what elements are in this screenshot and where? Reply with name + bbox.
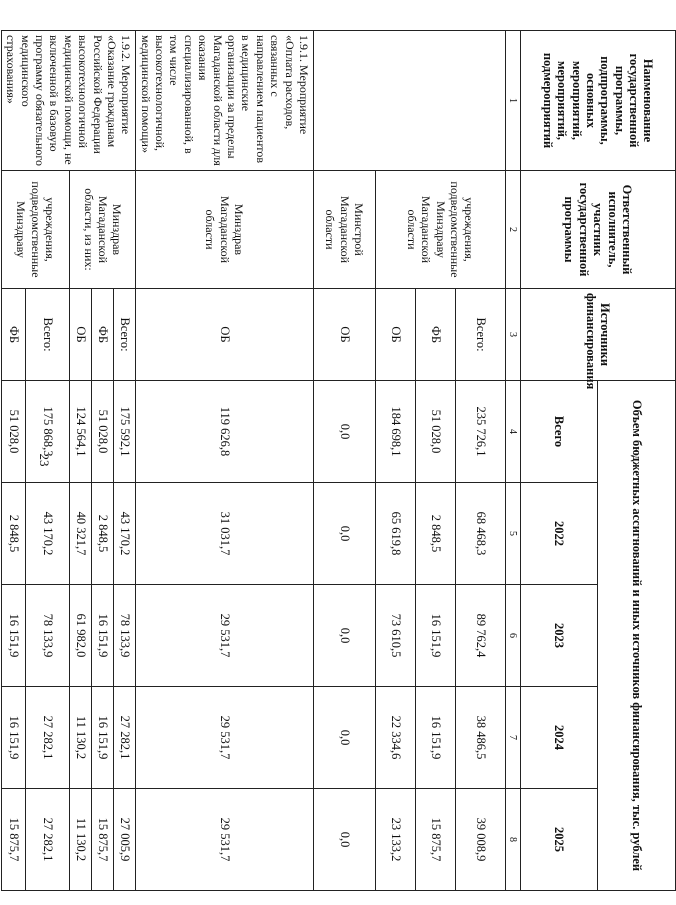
value-cell: 29 531,7 (136, 687, 314, 789)
executor-cell: Минздрав Магаданской области, из них: (70, 171, 136, 289)
program-name-cell (314, 31, 506, 171)
value-cell: 2 848,5 (416, 483, 456, 585)
header-row (598, 31, 676, 891)
value-cell: 68 468,3 (456, 483, 506, 585)
value-cell: 0,0 (314, 789, 376, 891)
value-cell: 15 875,7 (416, 789, 456, 891)
value-cell: 16 151,9 (1, 585, 25, 687)
value-cell: 51 028,0 (92, 381, 114, 483)
table-row (114, 31, 136, 891)
value-cell: 29 531,7 (136, 585, 314, 687)
executor-cell: учреждения, подведомственные Минздраву (1, 171, 70, 289)
header-year-2025: 2025 (521, 789, 599, 891)
value-cell: 16 151,9 (92, 585, 114, 687)
value-cell: 43 170,2 (25, 483, 69, 585)
value-cell: 22 334,6 (376, 687, 416, 789)
value-cell: 0,0 (314, 483, 376, 585)
value-cell: 73 610,5 (376, 585, 416, 687)
page-number: 23 (37, 453, 52, 467)
col-num: 4 (506, 381, 521, 483)
value-cell: 15 875,7 (1, 789, 25, 891)
value-cell: 11 130,2 (70, 687, 92, 789)
value-cell: 51 028,0 (416, 381, 456, 483)
value-cell: 119 626,8 (136, 381, 314, 483)
col-num: 5 (506, 483, 521, 585)
value-cell: 78 133,9 (114, 585, 136, 687)
value-cell: 11 130,2 (70, 789, 92, 891)
column-number-row (506, 31, 521, 891)
value-cell: 0,0 (314, 687, 376, 789)
value-cell: 16 151,9 (416, 585, 456, 687)
value-cell: 27 282,1 (25, 687, 69, 789)
value-cell: 65 619,8 (376, 483, 416, 585)
source-cell: Всего: (25, 289, 69, 381)
header-volume: Объем бюджетных ассигнований и иных источников финансирования, тыс. рублей (598, 381, 676, 891)
value-cell: 27 005,9 (114, 789, 136, 891)
value-cell: 16 151,9 (416, 687, 456, 789)
value-cell: 175 592,1 (114, 381, 136, 483)
executor-cell: Минстрой Магаданской области (314, 171, 376, 289)
rotated-table-container (4, 30, 672, 872)
executor-cell: учреждения, подведомственные Минздраву Магаданской области (376, 171, 506, 289)
value-cell: 184 698,1 (376, 381, 416, 483)
value-cell: 40 321,7 (70, 483, 92, 585)
value-cell: 31 031,7 (136, 483, 314, 585)
source-cell: Всего: (114, 289, 136, 381)
source-cell: ОБ (136, 289, 314, 381)
header-name: Наименование государственной программы, подпрограммы, основных мероприятий, мероприятий, подмероприятий (521, 31, 676, 171)
header-year-2023: 2023 (521, 585, 599, 687)
col-num: 8 (506, 789, 521, 891)
header-source: Источники финансирования (521, 289, 676, 381)
source-cell: ФБ (92, 289, 114, 381)
value-cell: 38 486,5 (456, 687, 506, 789)
value-cell: 0,0 (314, 381, 376, 483)
value-cell: 124 564,1 (70, 381, 92, 483)
value-cell: 29 531,7 (136, 789, 314, 891)
measure-name-cell: 1.9.1. Мероприятие «Оплата расходов, связанных с направлением пациентов в медицинские организации за пределы Магаданской области для оказания специализированной, в том числе высокотехнологичной, медицинской помощи» (136, 31, 314, 171)
header-year-2022: 2022 (521, 483, 599, 585)
executor-cell: Минздрав Магаданской области (136, 171, 314, 289)
col-num: 1 (506, 31, 521, 171)
value-cell: 89 762,4 (456, 585, 506, 687)
measure-name-cell: 1.9.2. Мероприятие «Оказание гражданам Российской Федерации высокотехнологичной медицинской помощи, не включенной в базовую программу обязательного медицинского страхования» (1, 31, 136, 171)
header-total: Всего (521, 381, 599, 483)
source-cell: ФБ (1, 289, 25, 381)
col-num: 3 (506, 289, 521, 381)
value-cell: 16 151,9 (92, 687, 114, 789)
financing-table (1, 30, 676, 891)
value-cell: 2 848,5 (1, 483, 25, 585)
value-cell: 27 282,1 (25, 789, 69, 891)
value-cell: 78 133,9 (25, 585, 69, 687)
source-cell: Всего: (456, 289, 506, 381)
value-cell: 2 848,5 (92, 483, 114, 585)
col-num: 2 (506, 171, 521, 289)
col-num: 7 (506, 687, 521, 789)
source-cell: ФБ (416, 289, 456, 381)
source-cell: ОБ (376, 289, 416, 381)
value-cell: 27 282,1 (114, 687, 136, 789)
header-executor: Ответственный исполнитель, участник государственной программы (521, 171, 676, 289)
table-row (136, 31, 314, 891)
value-cell: 51 028,0 (1, 381, 25, 483)
source-cell: ОБ (70, 289, 92, 381)
value-cell: 235 726,1 (456, 381, 506, 483)
value-cell: 16 151,9 (1, 687, 25, 789)
value-cell: 15 875,7 (92, 789, 114, 891)
source-cell: ОБ (314, 289, 376, 381)
col-num: 6 (506, 585, 521, 687)
value-cell: 175 868,3 (25, 381, 69, 483)
financing-table-sheet (4, 30, 676, 890)
value-cell: 39 008,9 (456, 789, 506, 891)
value-cell: 0,0 (314, 585, 376, 687)
header-year-2024: 2024 (521, 687, 599, 789)
value-cell: 61 982,0 (70, 585, 92, 687)
table-row (456, 31, 506, 891)
value-cell: 23 133,2 (376, 789, 416, 891)
value-cell: 43 170,2 (114, 483, 136, 585)
